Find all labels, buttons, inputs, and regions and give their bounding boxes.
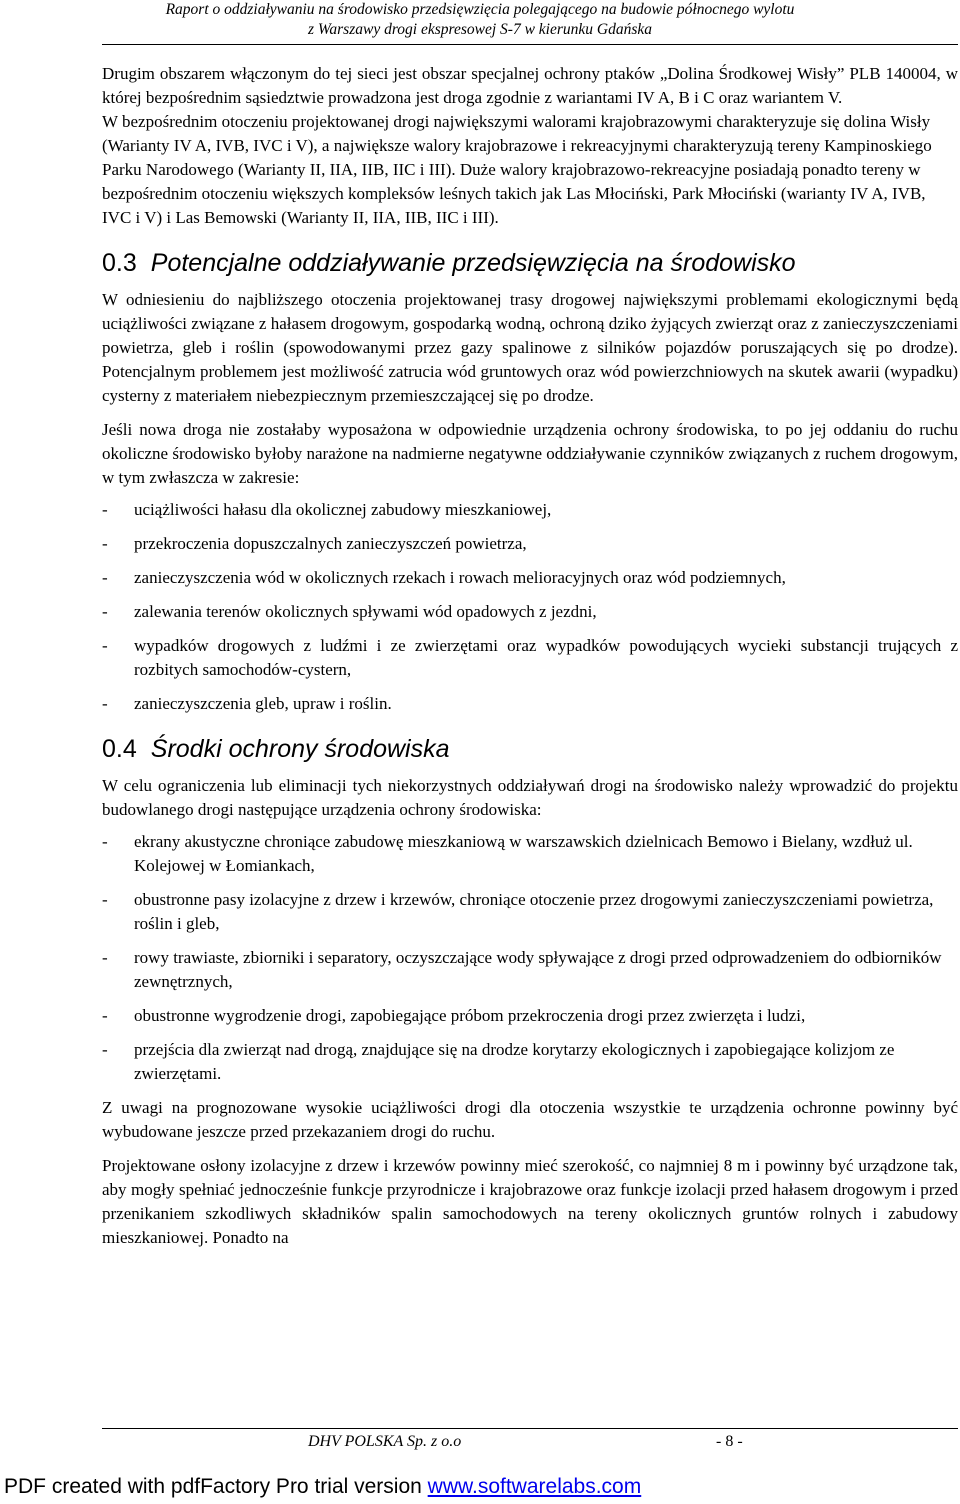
list-item: - przejścia dla zwierząt nad drogą, znajdujące się na drodze korytarzy ekologicznych i zapobiegające kolizjom ze zwierzętami. xyxy=(102,1040,895,1083)
softwarelabs-link[interactable]: www.softwarelabs.com xyxy=(427,1475,642,1498)
list-dash: - xyxy=(102,1006,108,1025)
section-heading-0-3 xyxy=(102,248,958,278)
running-header xyxy=(0,0,960,40)
section-0-4-paragraph-1: W celu ograniczenia lub eliminacji tych niekorzystnych oddziaływań drogi na środowisko należy wprowadzić do projektu budowlanego drogi następujące urządzenia ochrony środowiska: xyxy=(102,776,958,819)
header-line-1: Raport o oddziaływaniu na środowisko przedsięwzięcia polegającego na budowie północnego wylotu xyxy=(165,1,795,18)
pdf-banner-text: PDF created with pdfFactory Pro trial version xyxy=(4,1475,428,1498)
header-rule xyxy=(102,44,958,45)
header-line-2: z Warszawy drogi ekspresowej S-7 w kierunku Gdańska xyxy=(308,21,652,38)
pdf-creator-banner xyxy=(4,1474,641,1500)
footer-rule xyxy=(102,1428,958,1429)
list-dash: - xyxy=(102,534,108,553)
section-title: Potencjalne oddziaływanie przedsięwzięcia na środowisko xyxy=(150,249,796,277)
section-0-3-paragraph-2: Jeśli nowa droga nie zostałaby wyposażona w odpowiednie urządzenia ochrony środowiska, to po jej oddaniu do ruchu okoliczne środowisko byłoby narażone na nadmierne negatywne oddziaływanie czynników związanych z ruchem drogowym, w tym zwłaszcza w zakresie: xyxy=(102,420,958,487)
list-item: - rowy trawiaste, zbiorniki i separatory, oczyszczające wody spływające z drogi przed odprowadzeniem do odbiorników zewnętrznych, xyxy=(102,948,942,991)
list-dash: - xyxy=(102,568,108,587)
section-title: Środki ochrony środowiska xyxy=(150,735,450,763)
section-0-4-paragraph-2: Z uwagi na prognozowane wysokie uciążliwości drogi dla otoczenia wszystkie te urządzenia ochronne powinny być wybudowane jeszcze przed przekazaniem drogi do ruchu. xyxy=(102,1098,958,1141)
list-dash: - xyxy=(102,694,108,713)
list-item: - zanieczyszczenia wód w okolicznych rzekach i rowach melioracyjnych oraz wód podziemnych, xyxy=(102,566,958,590)
list-dash: - xyxy=(102,1040,108,1059)
page-content xyxy=(102,62,958,1250)
list-item: - obustronne pasy izolacyjne z drzew i krzewów, chroniące otoczenie przez drogowymi zanieczyszczeniami powietrza, roślin i gleb, xyxy=(102,890,934,933)
list-dash: - xyxy=(102,602,108,621)
list-item: - obustronne wygrodzenie drogi, zapobiegające próbom przekroczenia drogi przez zwierzęta i ludzi, xyxy=(102,1004,958,1028)
intro-paragraph-1: Drugim obszarem włączonym do tej sieci jest obszar specjalnej ochrony ptaków „Dolina Środkowej Wisły” PLB 140004, w której bezpośrednim sąsiedztwie prowadzona jest droga zgodnie z wariantami IV A, B i C oraz wariantem V. xyxy=(102,64,958,107)
list-item: - ekrany akustyczne chroniące zabudowę mieszkaniową w warszawskich dzielnicach Bemowo i Bielany, wzdłuż ul. Kolejowej w Łomiankach, xyxy=(102,832,913,875)
list-dash: - xyxy=(102,636,108,655)
section-0-4-paragraph-3: Projektowane osłony izolacyjne z drzew i krzewów powinny mieć szerokość, co najmniej 8 m i powinny być urządzone tak, aby mogły spełniać jednocześnie funkcje przyrodnicze i krajobrazowe oraz funkcje izolacji przed hałasem drogowym i przed przenikaniem szkodliwych składników spalin samochodowych na tereny okolicznych gruntów rolnych i zabudowy mieszkaniowej. Ponadto na xyxy=(102,1156,958,1247)
list-dash: - xyxy=(102,500,108,519)
section-heading-0-4 xyxy=(102,734,958,764)
measures-list xyxy=(102,830,958,1086)
section-0-3-paragraph-1: W odniesieniu do najbliższego otoczenia projektowanej trasy drogowej największymi problemami ekologicznymi będą uciążliwości związane z hałasem drogowym, gospodarką wodną, ochroną dziko żyjących zwierząt oraz z zanieczyszczeniami powietrza, gleb i roślin (spowodowanymi przez gazy spalinowe z silników pojazdów poruszających się po drodze). Potencjalnym problemem jest możliwość zatrucia wód gruntowych oraz wód powierzchniowych na skutek awarii (wypadku) cysterny z materiałem niebezpiecznym przemieszczającej się po drodze. xyxy=(102,290,958,405)
section-number: 0.3 xyxy=(102,249,137,277)
footer-company: DHV POLSKA Sp. z o.o xyxy=(308,1433,462,1450)
list-item: - uciążliwości hałasu dla okolicznej zabudowy mieszkaniowej, xyxy=(102,498,958,522)
intro-paragraph-2: W bezpośrednim otoczeniu projektowanej drogi największymi walorami krajobrazowymi charakteryzuje się dolina Wisły (Warianty IV A, IVB, IVC i V), a największe walory krajobrazowe i rekreacyjnymi charakteryzują tereny Kampinoskiego Parku Narodowego (Warianty II, IIA, IIB, IIC i III). Duże walory krajobrazowo-rekreacyjne posiadają ponadto tereny w bezpośrednim otoczeniu większych kompleksów leśnych takich jak Las Młociński, Park Młociński (warianty IV A, IVB, IVC i V) i Las Bemowski (Warianty II, IIA, IIB, IIC i III). xyxy=(102,112,932,227)
impact-list xyxy=(102,498,958,716)
section-number: 0.4 xyxy=(102,735,137,763)
list-item: - zalewania terenów okolicznych spływami wód opadowych z jezdni, xyxy=(102,600,958,624)
list-item: - wypadków drogowych z ludźmi i ze zwierzętami oraz wypadków powodujących wycieki substancji trujących z rozbitych samochodów-cystern, xyxy=(102,636,958,679)
list-item: - przekroczenia dopuszczalnych zanieczyszczeń powietrza, xyxy=(102,532,958,556)
page-number: - 8 - xyxy=(716,1433,743,1450)
list-item: - zanieczyszczenia gleb, upraw i roślin. xyxy=(102,692,958,716)
list-dash: - xyxy=(102,890,108,909)
list-dash: - xyxy=(102,948,108,967)
list-dash: - xyxy=(102,832,108,851)
